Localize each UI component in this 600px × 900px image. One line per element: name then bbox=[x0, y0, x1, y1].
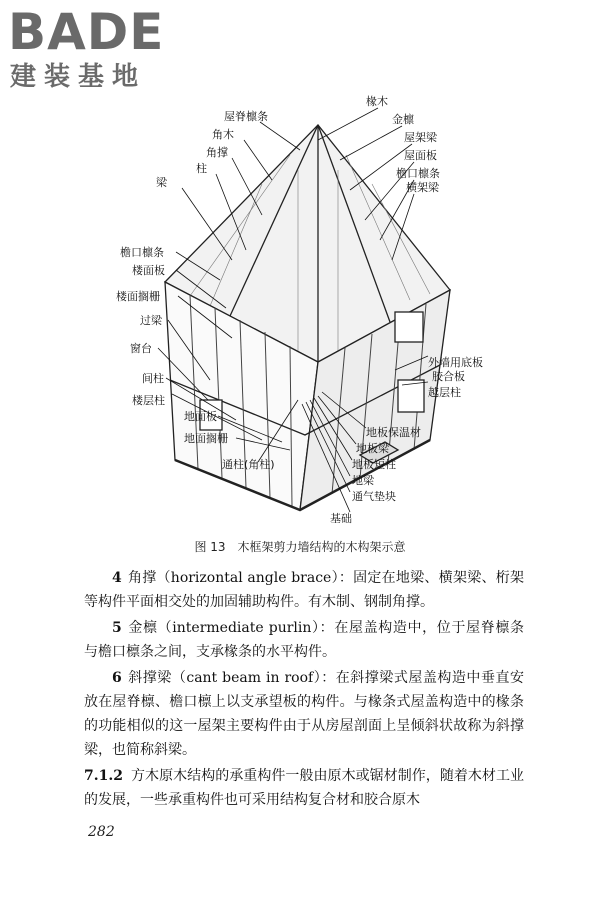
label-floor-short-post: 地板短柱 bbox=[352, 458, 396, 471]
paragraph-number: 5 bbox=[112, 620, 122, 636]
paragraph-intermediate-purlin bbox=[84, 616, 524, 664]
label-stud: 间柱 bbox=[142, 372, 164, 385]
left-labels bbox=[116, 245, 165, 407]
paragraph-text: 角撑（horizontal angle brace）：固定在地梁、横架梁、桁架等构件平面相交处的加固辅助构件。有木制、钢制角撑。 bbox=[84, 570, 524, 610]
label-floor-joist: 楼面搁栅 bbox=[116, 290, 160, 303]
label-eave-purlin: 檐口檩条 bbox=[396, 167, 440, 180]
label-roof-board: 屋面板 bbox=[404, 149, 437, 162]
label-floor-insulation: 地板保温材 bbox=[366, 426, 421, 439]
upper-window bbox=[395, 312, 423, 342]
body-text bbox=[84, 566, 524, 814]
figure-caption: 图 13 木框架剪力墙结构的木构架示意 bbox=[194, 540, 406, 554]
top-labels bbox=[156, 109, 268, 189]
section-text: 方木原木结构的承重构件一般由原木或锯材制作，随着木材工业的发展，一些承重构件也可采用结构复合材和胶合原木 bbox=[84, 768, 524, 808]
paragraph-number: 4 bbox=[112, 570, 122, 586]
label-column: 柱 bbox=[196, 162, 207, 175]
paragraph-cant-beam bbox=[84, 666, 524, 762]
paragraph-text: 斜撑梁（cant beam in roof）：在斜撑梁式屋盖构造中垂直安放在屋脊檩、檐口檩上以支承望板的构件。与椽条式屋盖构造中的椽条的功能相似的这一屋架主要构件由于从房屋剖面上呈倾斜状故称为斜撑梁，也简称斜梁。 bbox=[84, 670, 524, 758]
label-ground-board: 地面板 bbox=[184, 410, 217, 423]
page-number: 282 bbox=[88, 824, 115, 840]
label-through-column: 越层柱 bbox=[428, 386, 461, 399]
section-number: 7.1.2 bbox=[84, 768, 123, 784]
label-floor-beam: 地板梁 bbox=[356, 442, 389, 455]
label-angle-brace: 角撑 bbox=[206, 146, 228, 159]
label-cross-beam: 横架梁 bbox=[406, 181, 439, 194]
label-corner-timber: 角木 bbox=[212, 128, 234, 141]
label-through-corner-column: 通柱(角柱) bbox=[222, 458, 275, 471]
label-storey-column: 楼层柱 bbox=[132, 394, 165, 407]
lower-window bbox=[398, 380, 424, 412]
label-left-eave-purlin: 檐口檩条 bbox=[120, 246, 164, 259]
label-intermediate-purlin: 金檩 bbox=[392, 113, 414, 126]
label-roof-beam: 屋架梁 bbox=[404, 131, 437, 144]
paragraph-text: 金檩（intermediate purlin）：在屋盖构造中，位于屋脊檩条与檐口檩条之间，支承椽条的水平构件。 bbox=[84, 620, 524, 660]
label-foundation: 基础 bbox=[330, 512, 352, 525]
label-exterior-base-board: 外墙用底板 bbox=[428, 356, 483, 369]
label-beam: 梁 bbox=[156, 176, 167, 189]
label-vent-pad: 通气垫块 bbox=[352, 490, 396, 503]
paragraph-angle-brace bbox=[84, 566, 524, 614]
label-ground-beam: 地梁 bbox=[352, 474, 374, 487]
label-ridge-purlin: 屋脊檩条 bbox=[224, 110, 268, 123]
label-lintel: 过梁 bbox=[140, 314, 162, 327]
paragraph-number: 6 bbox=[112, 670, 122, 686]
section-7-1-2 bbox=[84, 764, 524, 812]
brand-wordmark: BADE bbox=[8, 3, 165, 61]
label-plywood: 胶合板 bbox=[432, 370, 465, 383]
label-ground-joist: 地面搁栅 bbox=[184, 432, 228, 445]
label-rafter: 椽木 bbox=[366, 95, 388, 108]
timber-frame-diagram bbox=[0, 80, 600, 530]
brand-subtitle: 建装基地 bbox=[10, 62, 147, 92]
label-floor-board: 楼面板 bbox=[132, 264, 165, 277]
label-window-sill: 窗台 bbox=[130, 342, 152, 355]
